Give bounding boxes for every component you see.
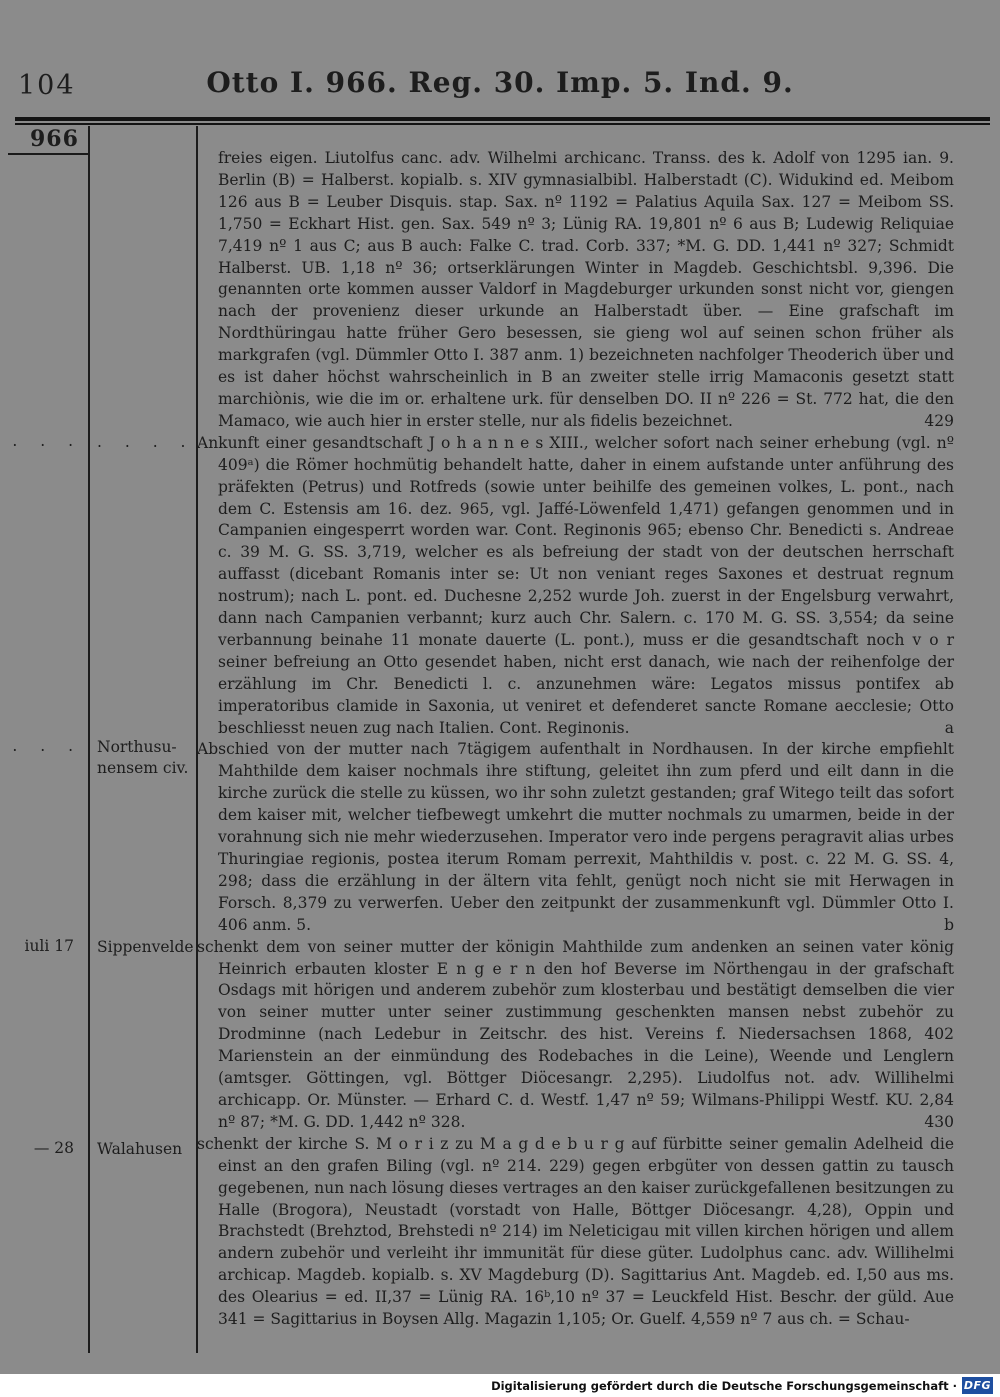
margin-date-label: iuli 17 bbox=[24, 937, 74, 955]
margin-date-ditto: . . . bbox=[12, 432, 74, 450]
regest-paragraph bbox=[197, 739, 954, 936]
margin-date-ditto: . . . bbox=[12, 737, 74, 755]
margin-place-ditto: . . . . bbox=[97, 433, 187, 451]
margin-column-rule-date bbox=[88, 126, 90, 1353]
regest-number: 430 bbox=[924, 1112, 954, 1131]
digitization-credit-text: Digitalisierung gefördert durch die Deutsche Forschungsgemeinschaft · bbox=[491, 1378, 957, 1393]
margin-place-label: Walahusen bbox=[97, 1140, 183, 1158]
regest-letter: b bbox=[944, 915, 954, 934]
margin-date-label: — 28 bbox=[33, 1139, 74, 1157]
main-text-column bbox=[197, 148, 954, 1331]
regest-paragraph-continuation bbox=[197, 148, 954, 433]
header-double-rule bbox=[15, 117, 990, 125]
paragraph-text: Ankunft einer gesandtschaft J o h a n n e s XIII., welcher sofort nach seiner erhebung (vgl. nº 409ᵃ) die Römer hochmütig behandelt hatte, daher in einem aufstande unter anführung des präfekten (Petrus) und Rotfreds (sowie unter beihilfe des gemeinen volkes, L. pont., nach dem C. Estensis am 16. dez. 965, vgl. Jaffé-Löwenfeld 1,471) gefangen genommen und in Campanien eingesperrt worden war. Cont. Reginonis 965; ebenso Chr. Benedicti s. Andreae c. 39 M. G. SS. 3,719, welcher es als befreiung der stadt von der deutschen herrschaft auffasst (dicebant Romanis inter se: Ut non veniant reges Saxones et destruat regnum nostrum); nach L. pont. ed. Duchesne 2,252 wurde Joh. zuerst in der Engelsburg verwahrt, dann nach Campanien verbannt; kurz auch Chr. Salern. c. 170 M. G. SS. 3,554; da seine verbannung beinahe 11 monate dauerte (L. pont.), muss er die gesandtschaft noch v o r seiner befreiung an Otto gesendet haben, nicht erst danach, wie nach der reihenfolge der erzählung im Chr. Benedicti l. c. anzunehmen wäre: Legatos missus pontifex ab imperatoribus clamide in Saxonia, ut veniret et defenderet sancte Romane aecclesie; Otto beschliesst neuen zug nach Italien. Cont. Reginonis. bbox=[197, 433, 954, 737]
margin-place-label: Sippenvelde bbox=[97, 938, 194, 956]
paragraph-text: schenkt der kirche S. M o r i z zu M a g d e b u r g auf fürbitte seiner gemalin Adelheid die einst an den grafen Biling (vgl. nº 214. 229) gegen erbgüter von dessen gattin zu tausch gegebenen, nun nach lösung dieses vertrages an den kaiser zurückgefallenen besitzungen zu Halle (Brogora), Neustadt (vorstadt von Halle, Böttger Diöcesangr. 4,28), Oppin und Brachstedt (Brehztod, Brehstedi nº 214) im Neleticigau mit villen kirchen hörigen und allem andern zubehör und verleiht ihr immunität für diese güter. Ludolphus canc. adv. Willihelmi archicap. Magdeb. kopialb. s. XV Magdeburg (D). Sagittarius Ant. Magdeb. ed. I,50 aus ms. des Olearius = ed. II,37 = Lünig RA. 16ᵇ,10 nº 37 = Leuckfeld Hist. Beschr. der güld. Aue 341 = Sagittarius in Boysen Allg. Magazin 1,105; Or. Guelf. 4,559 nº 7 aus ch. = Schau- bbox=[197, 1134, 954, 1329]
dfg-logo: DFG bbox=[963, 1379, 992, 1392]
regest-paragraph bbox=[197, 1134, 954, 1331]
paragraph-text: schenkt dem von seiner mutter der königin Mahthilde zum andenken an seinen vater könig Heinrich erbauten kloster E n g e r n den hof Beverse im Nörthengau in der grafschaft Osdags mit hörigen und anderem zubehör zum klosterbau und bestätigt demselben die vier von seiner mutter unter seiner zustimmung geschenkten mansen nebst zubehör zu Drodminne (nach Ledebur in Zeitschr. des hist. Vereins f. Niedersachsen 1868, 402 Marienstein an der einmündung des Rodebaches in die Leine), Weende und Lenglern (amtsger. Göttingen, vgl. Böttger Diöcesangr. 2,295). Liudolfus not. adv. Willihelmi archicapp. Or. Münster. — Erhard C. d. Westf. 1,47 nº 59; Wilmans-Philippi Westf. KU. 2,84 nº 87; *M. G. DD. 1,442 nº 328. bbox=[197, 937, 954, 1131]
digitization-footer bbox=[0, 1374, 1000, 1397]
page-header-title: Otto I. 966. Reg. 30. Imp. 5. Ind. 9. bbox=[206, 66, 794, 99]
paragraph-text: freies eigen. Liutolfus canc. adv. Wilhelmi archicanc. Transs. des k. Adolf von 1295 ian. 9. Berlin (B) = Halberst. kopialb. s. XIV gymnasialbibl. Halberstadt (C). Widukind ed. Meibom 126 aus B = Leuber Disquis. stap. Sax. nº 1192 = Palatius Aquila Sax. 127 = Meibom SS. 1,750 = Eckhart Hist. gen. Sax. 549 nº 3; Lünig RA. 19,801 nº 6 aus B; Ludewig Reliquiae 7,419 nº 1 aus C; aus B auch: Falke C. trad. Corb. 337; *M. G. DD. 1,441 nº 327; Schmidt Halberst. UB. 1,18 nº 36; ortserklärungen Winter in Magdeb. Geschichtsbl. 9,396. Die genannten orte kommen ausser Valdorf in Magdeburger urkunden sonst nicht vor, giengen nach der provenienz dieser urkunde an Halberstadt über. — Eine grafschaft im Nordthüringau hatte früher Gero besessen, sie gieng wol auf seinen schon früher als markgrafen (vgl. Dümmler Otto I. 387 anm. 1) bezeichneten nachfolger Theoderich über und es ist daher höchst wahrscheinlich in B an zweiter stelle irrig Mamaconis gesetzt statt marchiònis, wie die im or. erhaltene urk. für denselben DO. II nº 226 = St. 772 hat, die den Mamaco, wie auch hier in erster stelle, nur als fidelis bezeichnet. bbox=[218, 149, 954, 430]
regest-letter: a bbox=[944, 718, 954, 737]
margin-year-underline bbox=[8, 153, 88, 155]
margin-place-label bbox=[97, 737, 196, 779]
margin-place-line2: nensem civ. bbox=[97, 759, 189, 777]
margin-place-line1: Northusu- bbox=[97, 738, 177, 756]
margin-year-label: 966 bbox=[30, 126, 79, 152]
regest-paragraph bbox=[197, 937, 954, 1134]
regest-number: 429 bbox=[924, 411, 954, 430]
regest-paragraph bbox=[197, 433, 954, 740]
page-number: 104 bbox=[18, 70, 76, 101]
paragraph-text: Abschied von der mutter nach 7tägigem aufenthalt in Nordhausen. In der kirche empfiehlt Mahthilde dem kaiser nochmals ihre stiftung, geleitet ihn zum pferd und eilt dann in die kirche zurück die stelle zu küssen, wo ihr sohn zuletzt gestanden; graf Witego teilt das sofort dem kaiser mit, welcher tiefbewegt umkehrt die mutter nochmals zu umarmen, beide in der vorahnung sich nie mehr wiederzusehen. Imperator vero inde pergens peragravit alias urbes Thuringiae regionis, postea iterum Romam perrexit, Mahthildis v. post. c. 22 M. G. SS. 4, 298; dass die erzählung in der ältern vita fehlt, genügt noch nicht sie mit Herwagen in Forsch. 8,379 zu verwerfen. Ueber den zeitpunkt der zusammenkunft vgl. Dümmler Otto I. 406 anm. 5. bbox=[197, 740, 954, 934]
